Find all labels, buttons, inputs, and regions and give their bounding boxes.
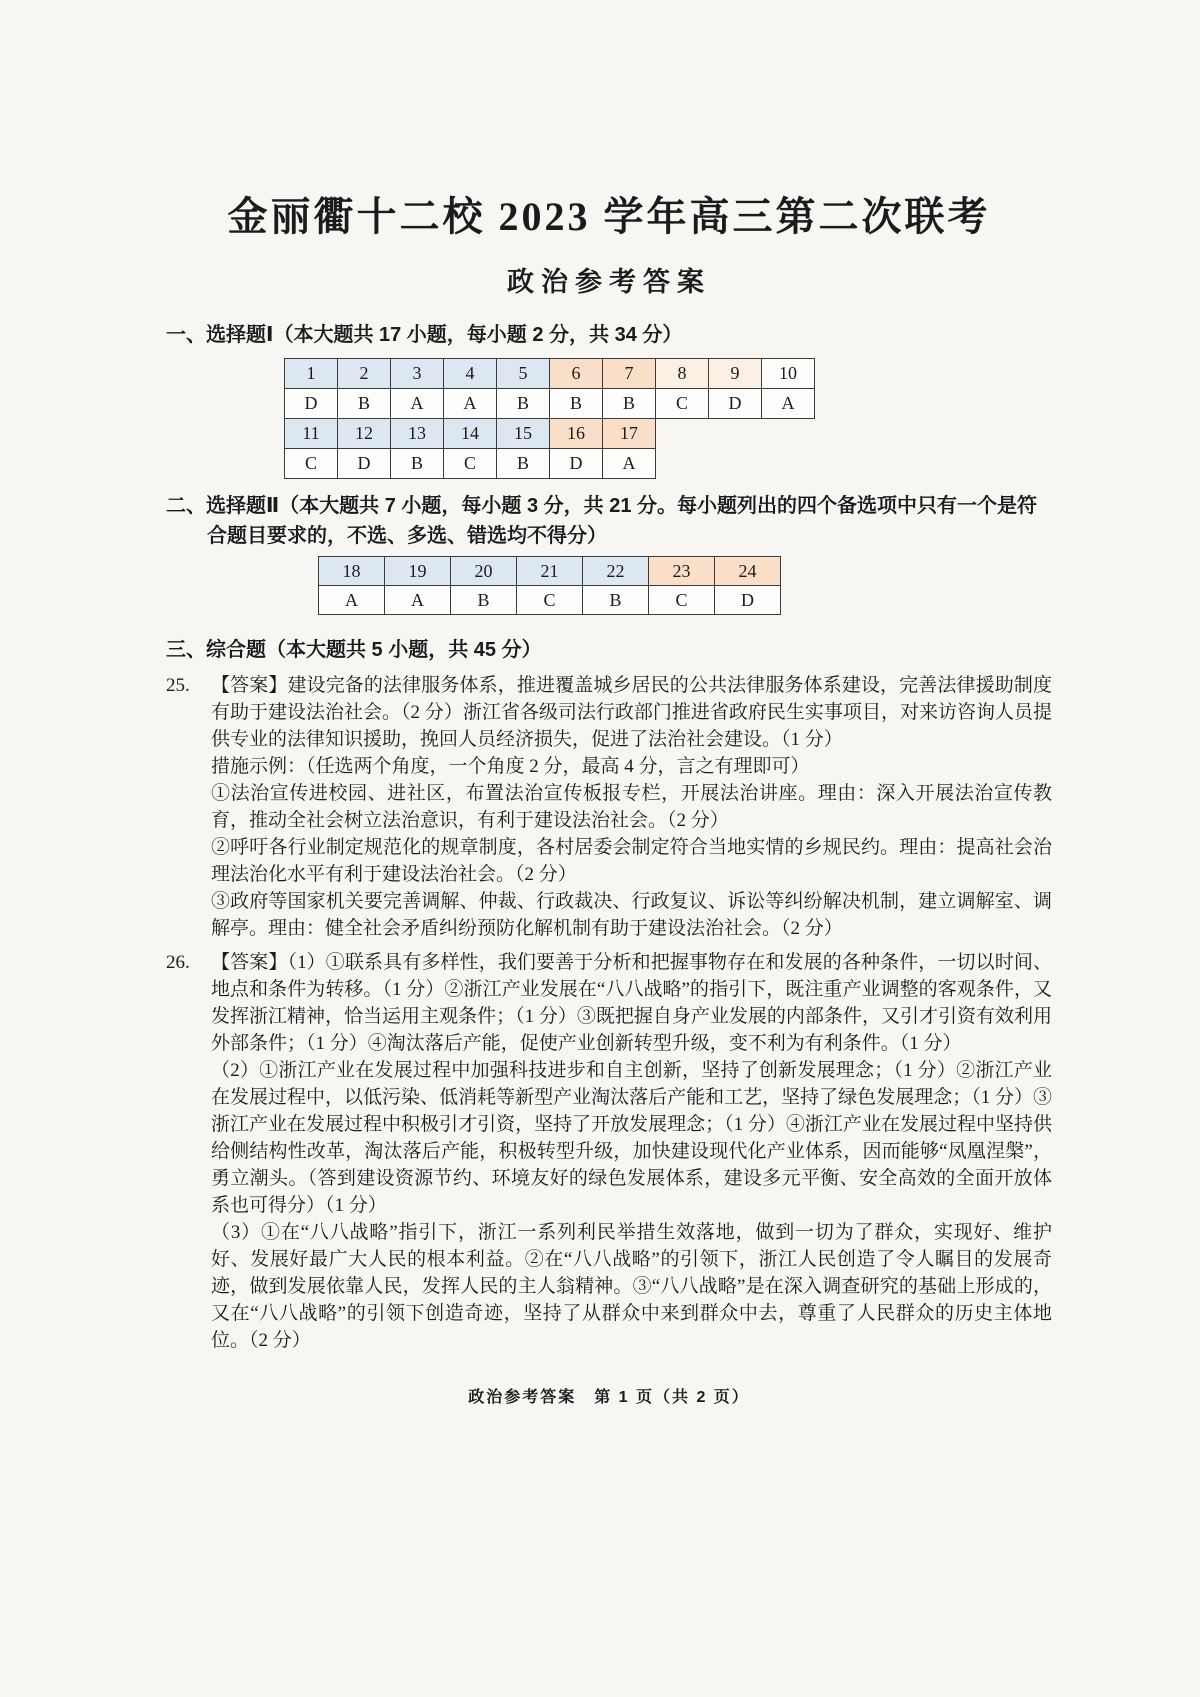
question-25-answer-body xyxy=(211,672,1052,942)
answer-letter-row xyxy=(285,389,815,419)
answer-paragraph: 【答案】建设完备的法律服务体系，推进覆盖城乡居民的公共法律服务体系建设，完善法律援助制度有助于建设法治社会。（2 分）浙江省各级司法行政部门推进省政府民生实事项目，对来访咨询人员提供专业的法律知识援助，挽回人员经济损失，促进了法治社会建设。（1 分） xyxy=(211,675,1052,750)
answer-letter-cell: D xyxy=(285,389,338,419)
answer-paragraph: ②呼吁各行业制定规范化的规章制度，各村居委会制定符合当地实情的乡规民约。理由：提高社会治理法治化水平有利于建设法治社会。（2 分） xyxy=(211,837,1052,885)
question-number-row xyxy=(285,359,815,389)
answer-block-26 xyxy=(166,949,1052,1354)
page-footer: 政治参考答案 第 1 页（共 2 页） xyxy=(468,1389,750,1406)
answer-letter-cell: C xyxy=(285,449,338,479)
answer-paragraph: 措施示例：（任选两个角度，一个角度 2 分，最高 4 分，言之有理即可） xyxy=(211,756,810,777)
section-3-heading: 三、综合题（本大题共 5 小题，共 45 分） xyxy=(166,639,542,661)
section-2-heading: 二、选择题Ⅱ（本大题共 7 小题，每小题 3 分，共 21 分。每小题列出的四个备选项中只有一个是符合题目要求的，不选、多选、错选均不得分） xyxy=(166,495,1038,547)
question-number-cell: 10 xyxy=(762,359,815,389)
question-number-cell: 16 xyxy=(550,419,603,449)
question-number-cell: 7 xyxy=(603,359,656,389)
question-number-cell: 3 xyxy=(391,359,444,389)
answer-letter-cell: D xyxy=(709,389,762,419)
answer-paragraph: （3）①在“八八战略”指引下，浙江一系列利民举措生效落地，做到一切为了群众，实现好、维护好、发展好最广大人民的根本利益。②在“八八战略”的引领下，浙江人民创造了令人瞩目的发展奇迹，做到发展依靠人民，发挥人民的主人翁精神。③“八八战略”是在深入调查研究的基础上形成的，又在“八八战略”的引领下创造奇迹，坚持了从群众中来到群众中去，尊重了人民群众的历史主体地位。（2 分） xyxy=(211,1222,1052,1351)
answer-letter-cell: C xyxy=(517,586,583,615)
question-number-cell: 17 xyxy=(603,419,656,449)
answer-paragraph: 【答案】（1）①联系具有多样性，我们要善于分析和把握事物存在和发展的各种条件，一切以时间、地点和条件为转移。（1 分）②浙江产业发展在“八八战略”的指引下，既注重产业调整的客观条件，又发挥浙江精神，恰当运用主观条件；（1 分）③既把握自身产业发展的内部条件，又引才引资有效利用外部条件；（1 分）④淘汰落后产能，促使产业创新转型升级，变不利为有利条件。（1 分） xyxy=(211,952,1052,1054)
question-number-cell: 19 xyxy=(385,557,451,586)
answer-letter-cell: A xyxy=(603,449,656,479)
question-25-number: 25. xyxy=(166,675,190,696)
question-number-cell: 15 xyxy=(497,419,550,449)
question-number-cell: 22 xyxy=(583,557,649,586)
answer-letter-cell: B xyxy=(497,389,550,419)
question-number-row xyxy=(285,419,815,449)
question-number-cell: 12 xyxy=(338,419,391,449)
section-2-answer-table xyxy=(318,556,781,615)
question-number-cell: 6 xyxy=(550,359,603,389)
question-number-cell: 24 xyxy=(715,557,781,586)
question-number-row xyxy=(319,557,781,586)
answer-letter-row xyxy=(285,449,815,479)
answer-letter-cell: A xyxy=(762,389,815,419)
question-number-cell: 13 xyxy=(391,419,444,449)
question-number-cell: 11 xyxy=(285,419,338,449)
question-number-cell: 9 xyxy=(709,359,762,389)
question-number-cell: 4 xyxy=(444,359,497,389)
question-number-cell: 2 xyxy=(338,359,391,389)
answer-letter-cell: B xyxy=(338,389,391,419)
answer-paragraph: ③政府等国家机关要完善调解、仲裁、行政裁决、行政复议、诉讼等纠纷解决机制，建立调解室、调解亭。理由：健全社会矛盾纠纷预防化解机制有助于建设法治社会。（2 分） xyxy=(211,891,1052,939)
answer-paragraph: ①法治宣传进校园、进社区，布置法治宣传板报专栏，开展法治讲座。理由：深入开展法治宣传教育，推动全社会树立法治意识，有利于建设法治社会。（2 分） xyxy=(211,783,1052,831)
section-1-heading: 一、选择题Ⅰ（本大题共 17 小题，每小题 2 分，共 34 分） xyxy=(166,324,683,346)
question-26-number: 26. xyxy=(166,952,190,973)
question-number-cell: 5 xyxy=(497,359,550,389)
question-number-cell: 1 xyxy=(285,359,338,389)
document-title: 金丽衢十二校 2023 学年高三第二次联考 xyxy=(227,194,991,239)
question-number-cell: 14 xyxy=(444,419,497,449)
answer-letter-row xyxy=(319,586,781,615)
answer-letter-cell: B xyxy=(603,389,656,419)
answer-letter-cell: B xyxy=(550,389,603,419)
answer-letter-cell: A xyxy=(444,389,497,419)
answer-letter-cell: B xyxy=(497,449,550,479)
question-number-cell: 18 xyxy=(319,557,385,586)
answer-letter-cell: B xyxy=(583,586,649,615)
document-subtitle: 政治参考答案 xyxy=(507,267,711,297)
question-number-cell: 8 xyxy=(656,359,709,389)
answer-letter-cell: A xyxy=(385,586,451,615)
answer-letter-cell: C xyxy=(656,389,709,419)
answer-letter-cell: A xyxy=(319,586,385,615)
question-number-cell: 20 xyxy=(451,557,517,586)
question-number-cell: 21 xyxy=(517,557,583,586)
question-number-cell: 23 xyxy=(649,557,715,586)
answer-letter-cell: B xyxy=(391,449,444,479)
section-1-answer-table xyxy=(284,358,815,479)
answer-letter-cell: B xyxy=(451,586,517,615)
question-26-answer-body xyxy=(211,949,1052,1354)
answer-letter-cell: C xyxy=(649,586,715,615)
answer-letter-cell: D xyxy=(550,449,603,479)
answer-block-25 xyxy=(166,672,1052,942)
answer-paragraph: （2）①浙江产业在发展过程中加强科技进步和自主创新，坚持了创新发展理念；（1 分）②浙江产业在发展过程中，以低污染、低消耗等新型产业淘汰落后产能和工艺，坚持了绿色发展理念；（1 分）③浙江产业在发展过程中积极引才引资，坚持了开放发展理念；（1 分）④浙江产业在发展过程中坚持供给侧结构性改革，淘汰落后产能，积极转型升级，加快建设现代化产业体系，因而能够“凤凰涅槃”，勇立潮头。（答到建设资源节约、环境友好的绿色发展体系，建设多元平衡、安全高效的全面开放体系也可得分）（1 分） xyxy=(211,1060,1052,1216)
answer-letter-cell: D xyxy=(338,449,391,479)
document-header xyxy=(166,192,1052,300)
answer-letter-cell: A xyxy=(391,389,444,419)
answer-letter-cell: C xyxy=(444,449,497,479)
answer-letter-cell: D xyxy=(715,586,781,615)
